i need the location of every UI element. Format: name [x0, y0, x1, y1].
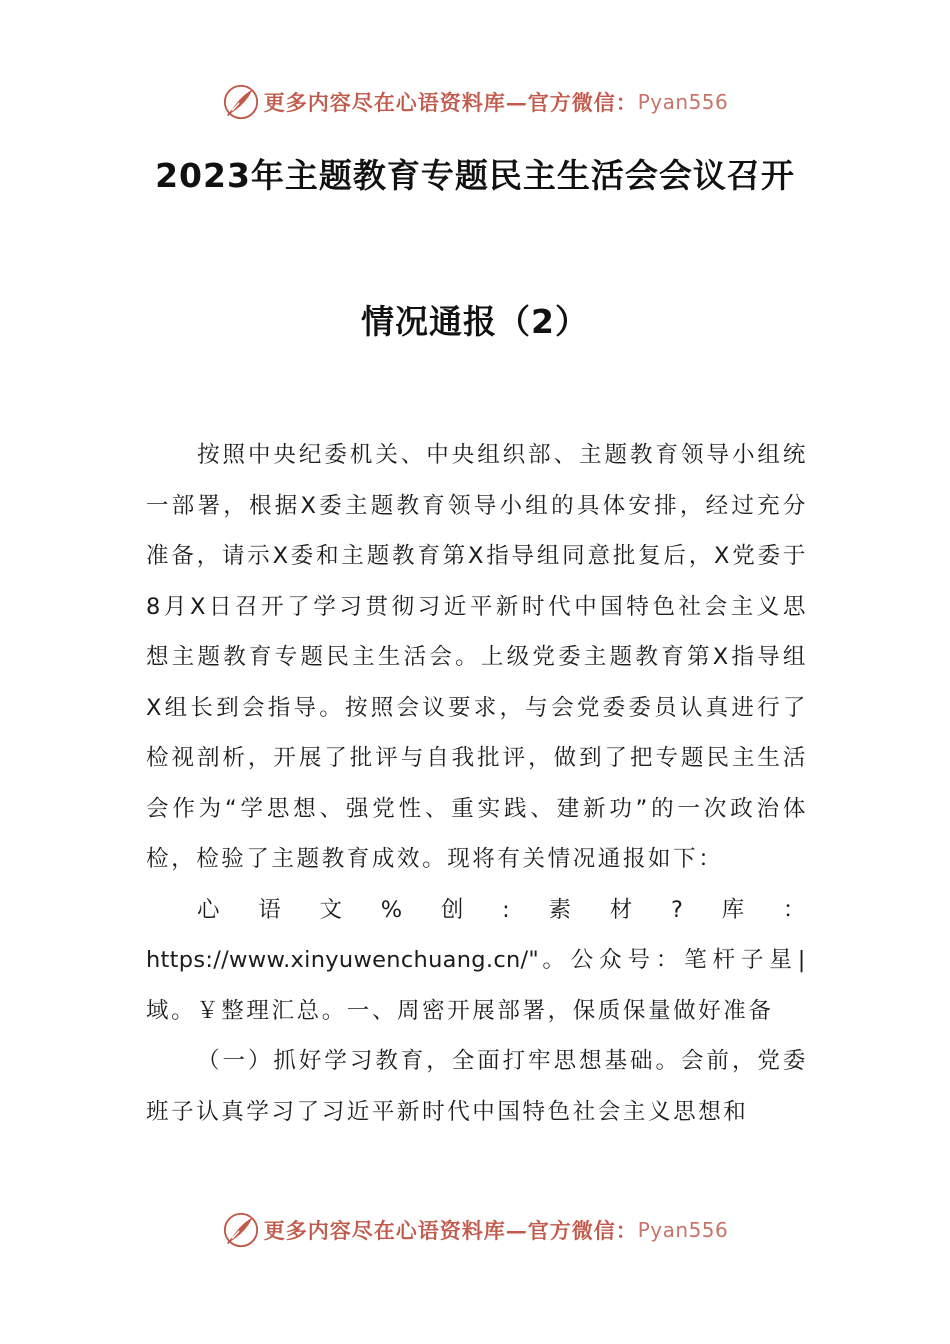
- watermark-footer: [0, 1208, 950, 1252]
- watermark-text: 更多内容尽在心语资料库—官方微信：: [263, 1218, 638, 1243]
- watermark-wechat-id: Pyan556: [637, 90, 729, 114]
- quill-pen-icon: [222, 1211, 260, 1249]
- document-title-line1: 2023年主题教育专题民主生活会会议召开: [155, 156, 795, 195]
- watermark-wechat-id: Pyan556: [637, 1218, 729, 1242]
- document-body: [146, 430, 808, 1137]
- paragraph-section-1: （一）抓好学习教育，全面打牢思想基础。会前，党委班子认真学习了习近平新时代中国特色社会主义思想和: [146, 1048, 808, 1125]
- source-url: https://www.xinyuwenchuang.cn/": [146, 947, 540, 973]
- source-prefix: 心语文%创:素材?库：: [197, 896, 808, 923]
- paragraph-source: [146, 885, 808, 1037]
- paragraph-intro: 按照中央纪委机关、中央组织部、主题教育领导小组统一部署，根据X委主题教育领导小组的具体安排，经过充分准备，请示X委和主题教育第X指导组同意批复后，X党委于8月X日召开了学习贯彻习近平新时代中国特色社会主义思想主题教育专题民主生活会。上级党委主题教育第X指导组X组长到会指导。按照会议要求，与会党委委员认真进行了检视剖析，开展了批评与自我批评，做到了把专题民主生活会作为“学思想、强党性、重实践、建新功”的一次政治体检，检验了主题教育成效。现将有关情况通报如下：: [146, 442, 808, 872]
- watermark-text: 更多内容尽在心语资料库—官方微信：: [263, 90, 638, 115]
- source-suffix: 。公众号：笔杆子星|域。￥整理汇总。一、周密开展部署，保质保量做好准备: [146, 947, 808, 1024]
- watermark-header: [0, 80, 950, 124]
- quill-pen-icon: [222, 83, 260, 121]
- document-title-line2: 情况通报（2）: [361, 302, 589, 341]
